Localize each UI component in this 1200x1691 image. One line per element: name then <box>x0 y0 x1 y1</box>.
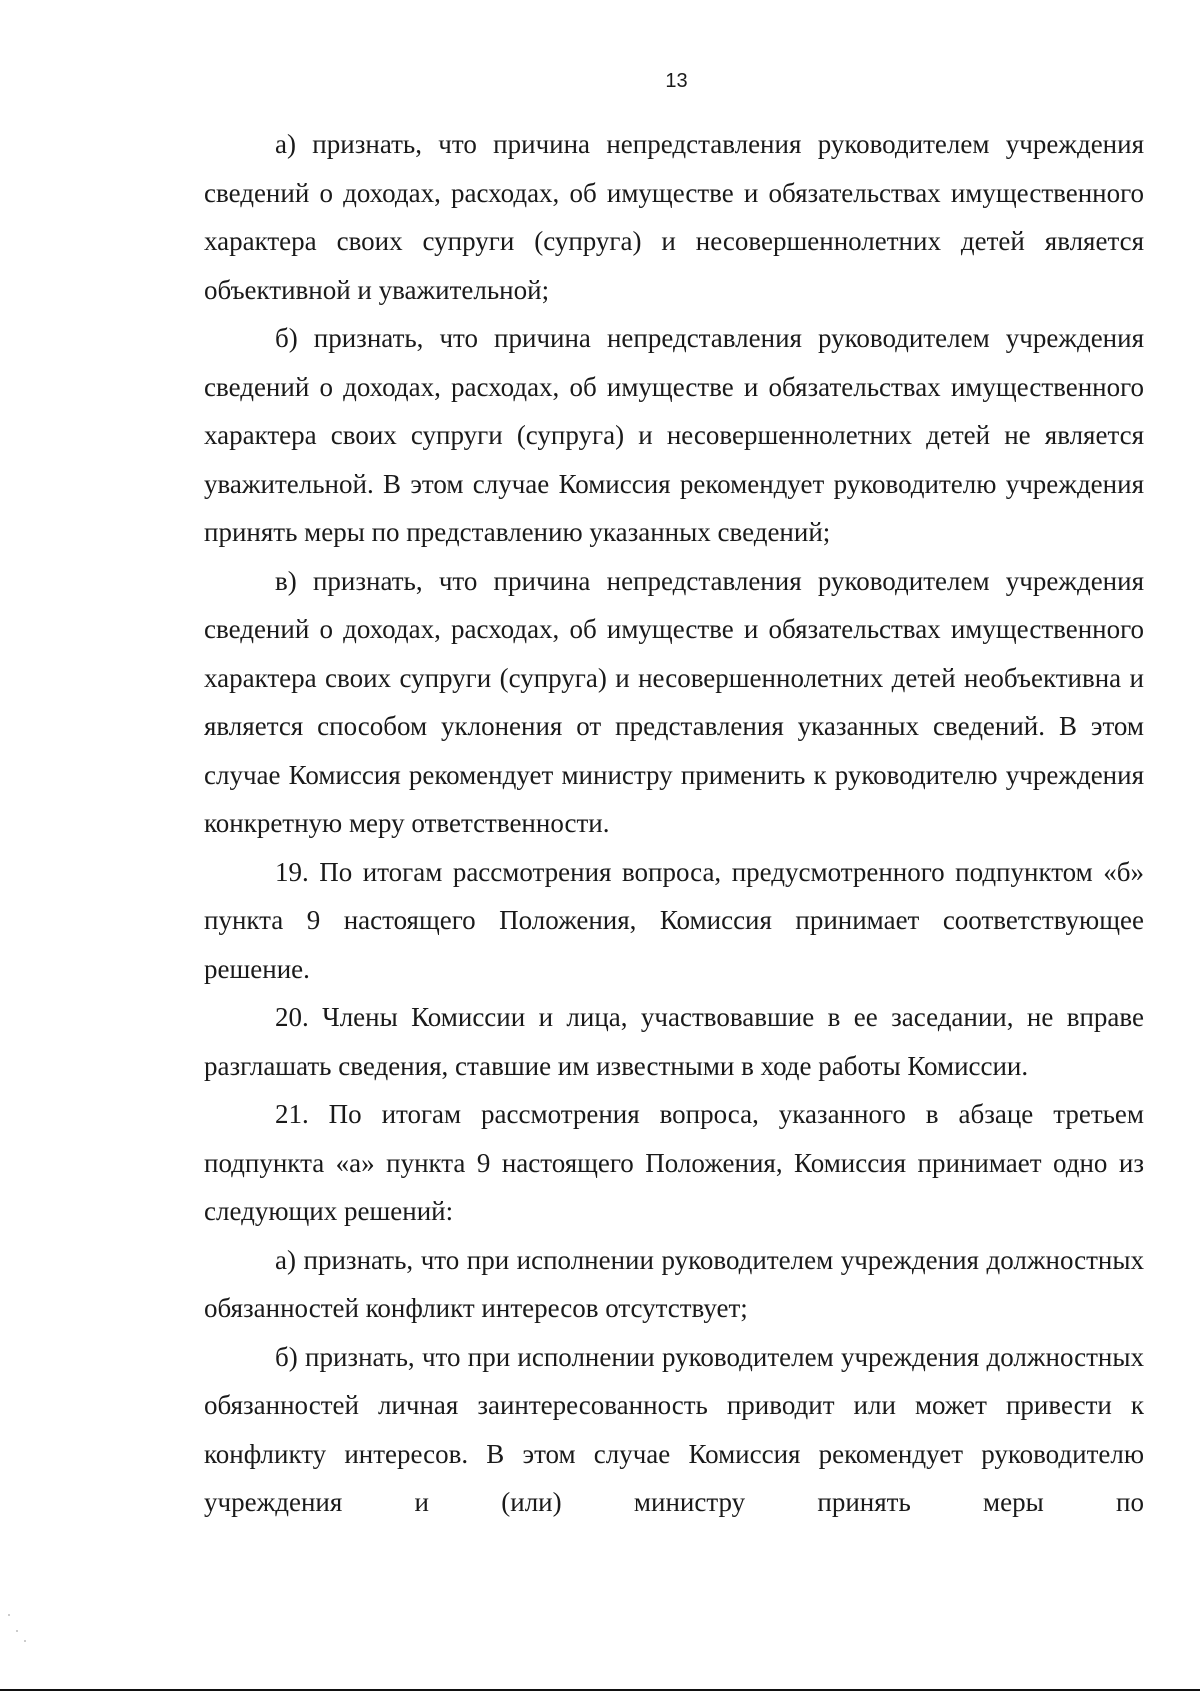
paragraph-21a: а) признать, что при исполнении руководителем учреждения должностных обязанностей конфликт интересов отсутствует; <box>204 1244 1144 1323</box>
paragraph-18b: б) признать, что причина непредставления руководителем учреждения сведений о доходах, расходах, об имуществе и обязательствах имущественного характера своих супруги (супруга) и несовершеннолетних детей не является уважительной. В этом случае Комиссия рекомендует руководителю учреждения принять меры по представлению указанных сведений; <box>204 323 1144 547</box>
scan-artifact <box>24 1640 26 1642</box>
paragraph-21b: б) признать, что при исполнении руководителем учреждения должностных обязанностей личная заинтересованность приводит или может привести к конфликту интересов. В этом случае Комиссия рекомендует руководителю учреждения и (или) министру принять меры по <box>204 1341 1144 1517</box>
document-body <box>204 120 1144 1527</box>
paragraph-19: 19. По итогам рассмотрения вопроса, предусмотренного подпунктом «б» пункта 9 настоящего Положения, Комиссия принимает соответствующее решение. <box>204 856 1144 984</box>
paragraph-18v: в) признать, что причина непредставления руководителем учреждения сведений о доходах, расходах, об имуществе и обязательствах имущественного характера своих супруги (супруга) и несовершеннолетних детей необъективна и является способом уклонения от представления указанных сведений. В этом случае Комиссия рекомендует министру применить к руководителю учреждения конкретную меру ответственности. <box>204 565 1144 838</box>
page-number: 13 <box>665 70 688 92</box>
paragraph-20: 20. Члены Комиссии и лица, участвовавшие в ее заседании, не вправе разглашать сведения, ставшие им известными в ходе работы Комиссии. <box>204 1002 1144 1081</box>
scan-artifact <box>16 1630 18 1632</box>
paragraph-21: 21. По итогам рассмотрения вопроса, указанного в абзаце третьем подпункта «а» пункта 9 настоящего Положения, Комиссия принимает одно из следующих решений: <box>204 1099 1144 1226</box>
scan-artifact <box>8 1614 10 1616</box>
paragraph-18a: а) признать, что причина непредставления руководителем учреждения сведений о доходах, расходах, об имуществе и обязательствах имущественного характера своих супруги (супруга) и несовершеннолетних детей является объективной и уважительной; <box>204 129 1144 305</box>
